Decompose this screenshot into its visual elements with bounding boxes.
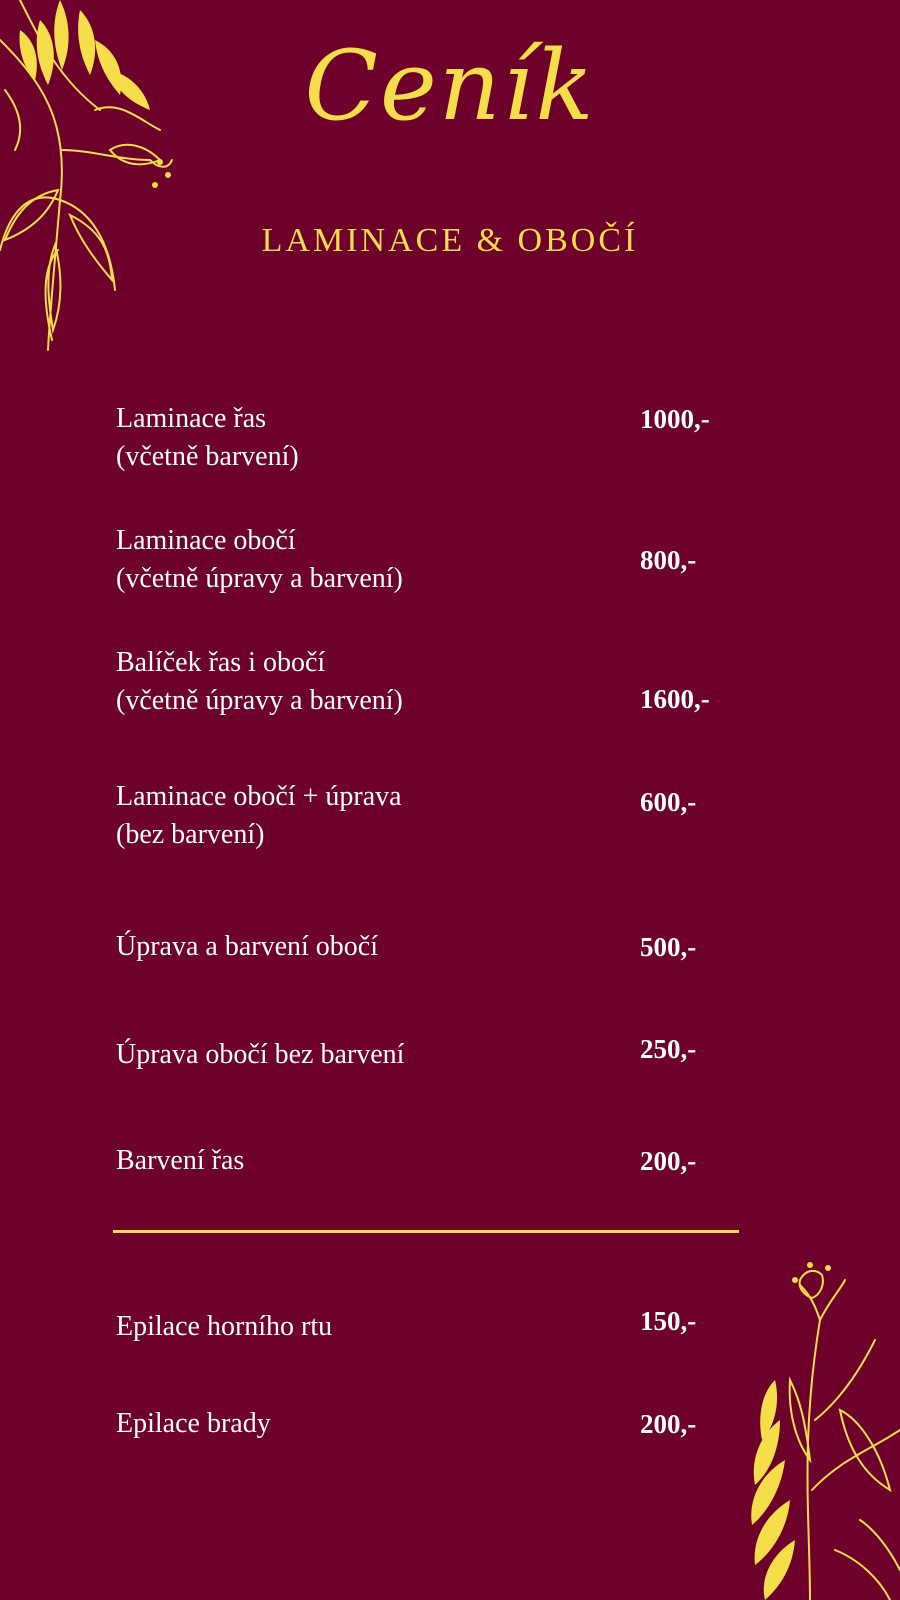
list-item: Epilace horního rtu xyxy=(116,1311,333,1342)
item-price: 500,- xyxy=(640,932,697,962)
section-divider xyxy=(113,1230,739,1233)
list-item: Úprava a barvení obočí xyxy=(116,931,378,962)
item-price: 250,- xyxy=(640,1034,697,1064)
floral-branch-icon xyxy=(740,1260,900,1600)
item-price: 1000,- xyxy=(640,404,710,434)
item-price: 200,- xyxy=(640,1409,697,1439)
item-price: 150,- xyxy=(640,1306,697,1336)
page-title: Ceník xyxy=(304,30,596,142)
list-item: Barvení řas xyxy=(116,1145,245,1176)
item-price: 1600,- xyxy=(640,684,710,714)
list-item: Úprava obočí bez barvení xyxy=(116,1039,405,1070)
list-item: Laminace řas (včetně barvení) xyxy=(116,403,299,472)
item-price: 200,- xyxy=(640,1146,697,1176)
section-subtitle: LAMINACE & OBOČÍ xyxy=(261,222,639,259)
list-item: Epilace brady xyxy=(116,1408,271,1439)
list-item: Laminace obočí + úprava (bez barvení) xyxy=(116,781,402,850)
list-item: Balíček řas i obočí (včetně úpravy a barvení) xyxy=(116,647,403,716)
item-price: 800,- xyxy=(640,545,697,575)
list-item: Laminace obočí (včetně úpravy a barvení) xyxy=(116,525,403,594)
item-price: 600,- xyxy=(640,787,697,817)
